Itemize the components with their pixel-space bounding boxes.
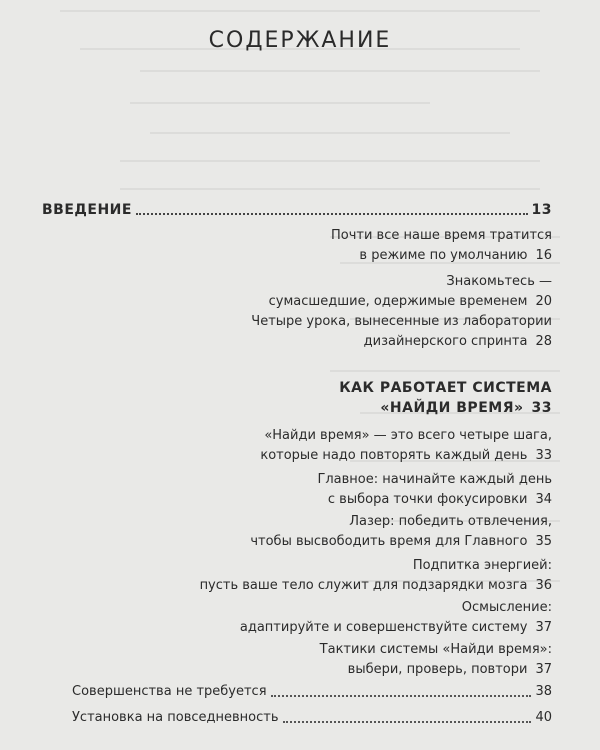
page-number: 34 xyxy=(535,492,552,507)
toc-item-line: «Найди время» — это всего четыре шага, xyxy=(264,428,552,443)
page-number: 35 xyxy=(535,534,552,549)
section-title-line: «НАЙДИ ВРЕМЯ» xyxy=(380,400,524,416)
toc-item[interactable] xyxy=(72,598,552,638)
toc-item[interactable] xyxy=(72,312,552,352)
toc-item[interactable] xyxy=(72,682,552,702)
section-title-line: КАК РАБОТАЕТ СИСТЕМА xyxy=(339,380,552,396)
toc-item-line: Лазер: победить отвлечения, xyxy=(349,514,552,529)
dot-leader xyxy=(136,213,528,215)
toc-item[interactable] xyxy=(72,272,552,312)
toc-item[interactable] xyxy=(72,470,552,510)
page-title: СОДЕРЖАНИЕ xyxy=(208,28,392,53)
toc-item[interactable] xyxy=(72,708,552,728)
dot-leader xyxy=(283,721,532,723)
page-number: 33 xyxy=(531,400,552,416)
toc-item-line: выбери, проверь, повтори xyxy=(347,662,528,677)
toc-item-line: Почти все наше время тратится xyxy=(330,228,552,243)
toc-section-how-system-works[interactable] xyxy=(42,378,552,418)
page-number: 38 xyxy=(535,684,552,699)
toc-item-line: Знакомьтесь — xyxy=(446,274,552,289)
dot-leader xyxy=(271,695,532,697)
toc-item[interactable] xyxy=(72,556,552,596)
toc-item-line: Четыре урока, вынесенные из лаборатории xyxy=(251,314,552,329)
toc-item[interactable] xyxy=(72,512,552,552)
page-number: 13 xyxy=(531,202,552,218)
page-number: 36 xyxy=(535,578,552,593)
toc-item-line: Главное: начинайте каждый день xyxy=(317,472,552,487)
toc-item-line: с выбора точки фокусировки xyxy=(327,492,528,507)
section-title: ВВЕДЕНИЕ xyxy=(42,202,132,218)
page-number: 37 xyxy=(535,620,552,635)
toc-item[interactable] xyxy=(72,226,552,266)
toc-item-line: адаптируйте и совершенствуйте систему xyxy=(239,620,528,635)
page-number: 37 xyxy=(535,662,552,677)
toc-item-line: которые надо повторять каждый день xyxy=(260,448,528,463)
toc-item-line: Подпитка энергией: xyxy=(412,558,552,573)
toc-item[interactable] xyxy=(72,426,552,466)
page-number: 16 xyxy=(535,248,552,263)
toc-item-line: сумасшедшие, одержимые временем xyxy=(268,294,528,309)
page-number: 28 xyxy=(535,334,552,349)
toc-item-line: чтобы высвободить время для Главного xyxy=(250,534,528,549)
page-number: 40 xyxy=(535,710,552,725)
toc-section-introduction[interactable] xyxy=(42,200,552,220)
toc-item-line: Установка на повседневность xyxy=(72,710,279,725)
toc-item-line: Тактики системы «Найди время»: xyxy=(319,642,552,657)
toc-item[interactable] xyxy=(72,640,552,680)
page-number: 20 xyxy=(535,294,552,309)
toc-item-line: Осмысление: xyxy=(461,600,552,615)
toc-item-line: Совершенства не требуется xyxy=(72,684,267,699)
page-number: 33 xyxy=(535,448,552,463)
toc-item-line: пусть ваше тело служит для подзарядки мозга xyxy=(199,578,528,593)
toc-item-line: в режиме по умолчанию xyxy=(359,248,528,263)
toc-item-line: дизайнерского спринта xyxy=(363,334,528,349)
